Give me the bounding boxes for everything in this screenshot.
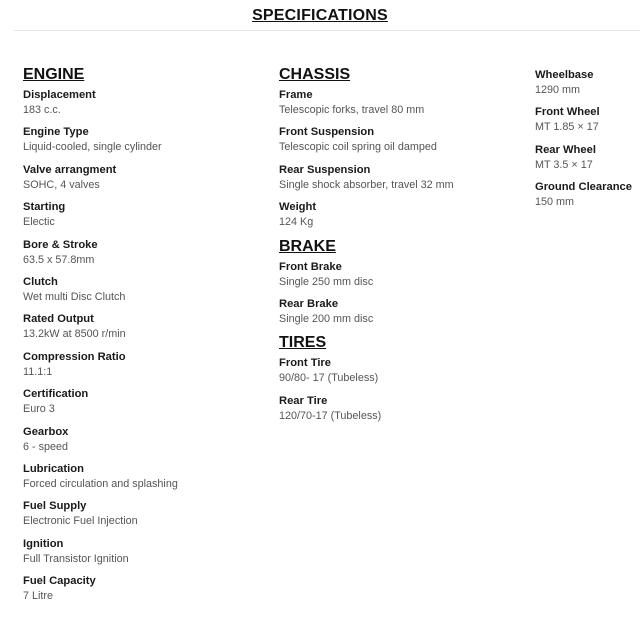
spec-label: Rear Brake [279,297,339,310]
spec-displacement [23,88,263,125]
spec-label: Lubrication [23,462,84,475]
spec-compression-ratio [23,350,263,387]
spec-label: Rated Output [23,313,94,326]
spec-value: Single 200 mm disc [279,312,374,325]
title-divider [14,30,640,31]
spec-valve-arrangement [23,163,263,200]
spec-value: MT 1.85 × 17 [535,121,599,134]
spec-label: Front Suspension [279,126,375,139]
engine-column [23,66,263,611]
spec-label: Compression Ratio [23,350,126,363]
spec-label: Rear Tire [279,394,328,407]
spec-value: 1290 mm [535,84,581,96]
spec-value: Euro 3 [23,403,55,416]
spec-label: Displacement [23,89,96,101]
spec-value: 11.1:1 [23,365,53,378]
spec-value: SOHC, 4 valves [23,178,100,191]
spec-weight [279,200,519,237]
spec-label: Front Tire [279,357,332,370]
spec-fuel-supply [23,499,263,536]
spec-value: 63.5 x 57.8mm [23,253,95,266]
spec-label: Ground Clearance [535,181,632,194]
spec-bore-stroke [23,238,263,275]
spec-label: Ignition [23,537,64,550]
spec-ground-clearance [535,180,640,217]
engine-heading: ENGINE [23,66,85,83]
spec-value: 13.2kW at 8500 r/min [23,328,126,341]
spec-label: Valve arrangment [23,163,117,176]
spec-gearbox [23,425,263,462]
spec-value: Electic [23,216,55,229]
spec-rear-brake [279,297,519,334]
spec-label: Wheelbase [535,69,594,81]
spec-rear-suspension [279,163,519,200]
spec-value: MT 3.5 × 17 [535,158,593,171]
spec-value: Forced circulation and splashing [23,477,178,490]
spec-frame [279,88,519,125]
spec-clutch [23,275,263,312]
spec-label: Rear Wheel [535,143,596,156]
spec-label: Weight [279,201,317,214]
spec-label: Fuel Capacity [23,575,96,588]
spec-starting [23,200,263,237]
chassis-heading: CHASSIS [279,66,351,83]
spec-label: Clutch [23,275,58,288]
spec-front-wheel [535,105,640,142]
spec-value: 6 - speed [23,440,69,453]
brake-heading: BRAKE [279,237,336,255]
spec-value: Telescopic coil spring oil damped [279,141,437,154]
spec-fuel-capacity [23,574,263,611]
spec-value: Single 250 mm disc [279,275,374,288]
spec-label: Front Wheel [535,106,600,119]
spec-value: 124 Kg [279,216,314,229]
spec-value: Electronic Fuel Injection [23,515,138,528]
spec-wheelbase [535,68,640,105]
spec-label: Frame [279,89,313,101]
spec-label: Fuel Supply [23,500,87,513]
spec-front-brake [279,260,519,297]
spec-value: Single shock absorber, travel 32 mm [279,178,454,191]
spec-engine-type [23,125,263,162]
spec-rear-wheel [535,143,640,180]
spec-front-suspension [279,125,519,162]
spec-label: Rear Suspension [279,163,371,176]
spec-front-tire [279,356,519,393]
spec-label: Engine Type [23,126,89,139]
spec-label: Front Brake [279,260,342,273]
spec-value: 90/80- 17 (Tubeless) [279,372,379,385]
spec-label: Starting [23,201,66,214]
spec-value: 150 mm [535,196,575,209]
spec-value: Telescopic forks, travel 80 mm [279,104,425,116]
chassis-column [279,66,519,431]
page-title: SPECIFICATIONS [252,7,388,24]
spec-rear-tire [279,394,519,431]
spec-lubrication [23,462,263,499]
spec-value: 7 Litre [23,590,54,603]
spec-ignition [23,537,263,574]
spec-label: Certification [23,388,89,401]
spec-label: Gearbox [23,425,69,438]
spec-value: Wet multi Disc Clutch [23,290,126,303]
tires-heading: TIRES [279,334,327,352]
spec-value: Liquid-cooled, single cylinder [23,141,162,154]
spec-value: Full Transistor Ignition [23,552,129,565]
spec-rated-output [23,312,263,349]
spec-value: 120/70-17 (Tubeless) [279,409,382,422]
spec-value: 183 c.c. [23,104,61,116]
dimensions-column [535,68,640,218]
spec-certification [23,387,263,424]
spec-label: Bore & Stroke [23,238,98,251]
